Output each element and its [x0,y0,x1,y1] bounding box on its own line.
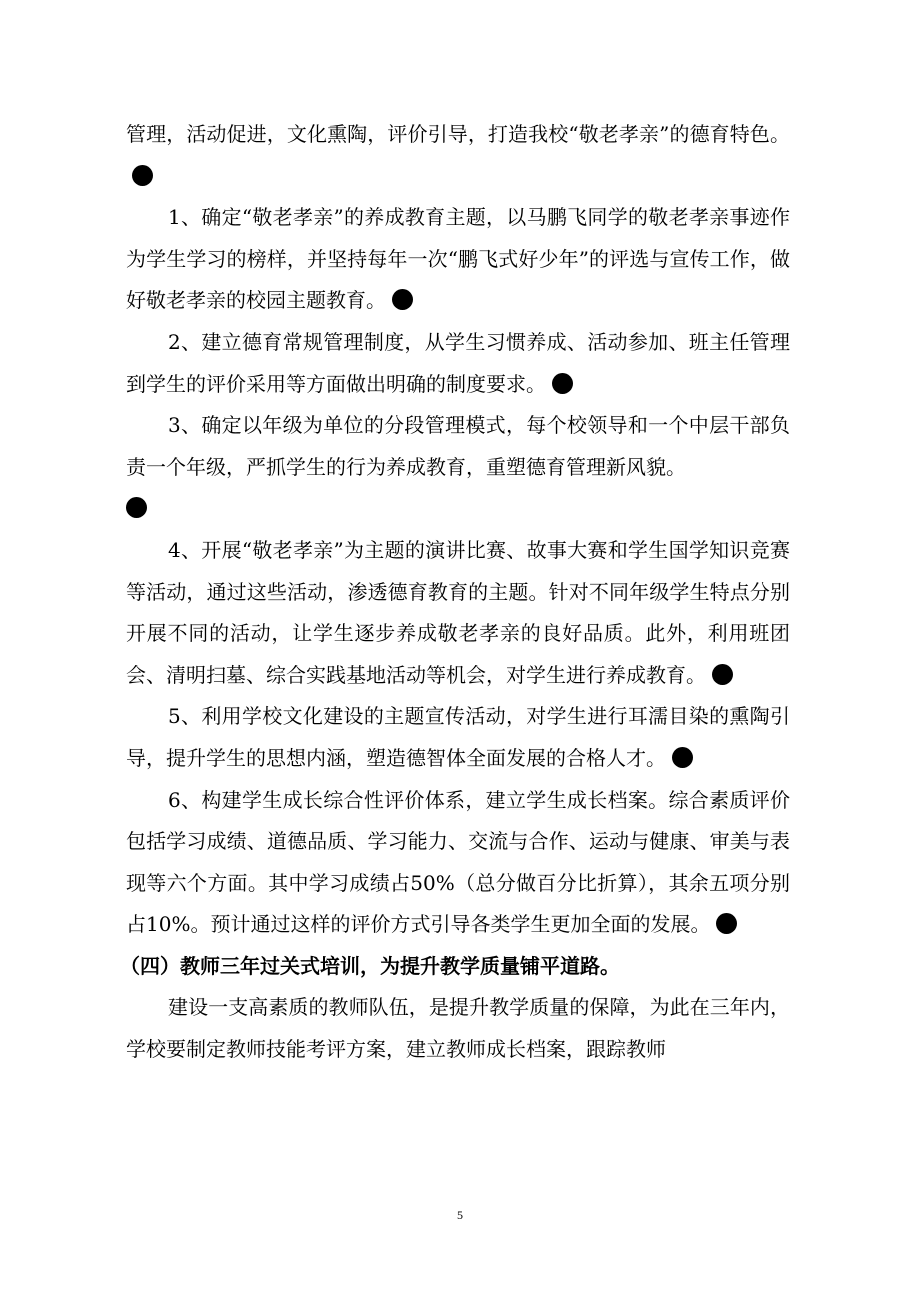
section-heading: （四）教师三年过关式培训，为提升教学质量铺平道路。 [120,953,620,978]
bullet-dot-icon [132,165,153,186]
paragraph-item-4: 4、开展“敬老孝亲”为主题的演讲比赛、故事大赛和学生国学知识竞赛等活动，通过这些活动，渗透德育教育的主题。针对不同年级学生特点分别开展不同的活动，让学生逐步养成敬老孝亲的良好品质。此外，利用班团会、清明扫墓、综合实践基地活动等机会，对学生进行养成教育。 [126,537,790,687]
document-body [120,114,790,1071]
page-number: 5 [457,1208,463,1222]
paragraph-item-3-marker [126,488,790,530]
paragraph-item-6: 6、构建学生成长综合性评价体系，建立学生成长档案。综合素质评价包括学习成绩、道德品质、学习能力、交流与合作、运动与健康、审美与表现等六个方面。其中学习成绩占50%（总分做百分比折算），其余五项分别占10%。预计通过这样的评价方式引导各类学生更加全面的发展。 [126,787,790,937]
paragraph-item-5: 5、利用学校文化建设的主题宣传活动，对学生进行耳濡目染的熏陶引导，提升学生的思想内涵，塑造德智体全面发展的合格人才。 [126,704,790,770]
paragraph-item-2: 2、建立德育常规管理制度，从学生习惯养成、活动参加、班主任管理到学生的评价采用等方面做出明确的制度要求。 [126,329,790,396]
paragraph-closing: 建设一支高素质的教师队伍，是提升教学质量的保障，为此在三年内，学校要制定教师技能考评方案，建立教师成长档案，跟踪教师 [126,995,790,1062]
bullet-dot-icon [712,664,733,685]
bullet-dot-icon [126,497,147,518]
paragraph-item-1: 1、确定“敬老孝亲”的养成教育主题，以马鹏飞同学的敬老孝亲事迹作为学生学习的榜样，并坚持每年一次“鹏飞式好少年”的评选与宣传工作，做好敬老孝亲的校园主题教育。 [126,205,790,313]
bullet-dot-icon [552,373,573,394]
paragraph-item-3: 3、确定以年级为单位的分段管理模式，每个校领导和一个中层干部负责一个年级，严抓学生的行为养成教育，重塑德育管理新风貌。 [126,413,790,479]
bullet-dot-icon [716,913,737,934]
bullet-dot-icon [392,289,413,310]
paragraph-intro: 管理，活动促进，文化熏陶，评价引导，打造我校“敬老孝亲”的德育特色。 [126,114,790,197]
bullet-dot-icon [672,747,693,768]
